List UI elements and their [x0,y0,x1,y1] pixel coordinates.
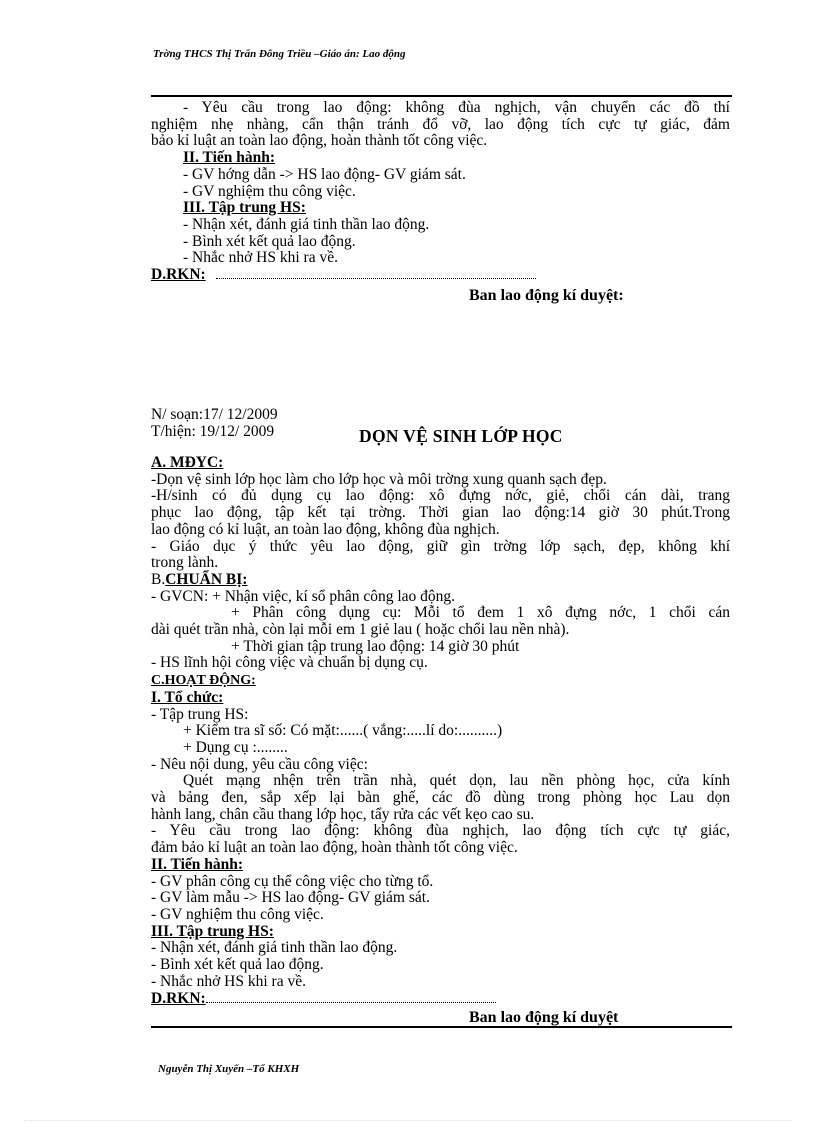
part1-section3-item: - Nhắc nhở HS khi ra về. [183,249,338,267]
part1-section3-item: - Nhận xét, đánh giá tinh thần lao động. [183,215,430,233]
section3-item: - Nhắc nhở HS khi ra về. [151,972,306,990]
sectionB-line: - HS lĩnh hội công việc và chuẩn bị dụng cụ. [151,654,428,672]
part1-section2-title: II. Tiến hành: [183,149,276,167]
part2-drkn-label: D.RKN: [151,989,206,1007]
date-prepared: N/ soạn:17/ 12/2009 [151,406,278,423]
sectionB-title: CHUẨN BỊ: [165,570,248,588]
section1-line: hành lang, chân cầu thang lớp học, tẩy rửa các vết kẹo cao su. [151,805,535,823]
lesson-title: DỌN VỆ SINH LỚP HỌC [359,426,563,446]
sectionA-line: -H/sinh có đủ dụng cụ lao động: xô đựng nớc, giẻ, chổi cán dài, trang [151,487,730,505]
sectionC-title: C.HOẠT ĐỘNG: [151,673,256,689]
sectionB-line: - GVCN: + Nhận việc, kí sổ phân công lao động. [151,587,456,605]
part2-signature: Ban lao động kí duyệt [469,1009,619,1026]
page-header: Trờng THCS Thị Trấn Đông Triều –Giáo án: Lao động [153,48,406,60]
part2-body [151,455,730,1007]
page-bottom-dotted-edge [24,1120,792,1121]
section2-item: - GV phân công cụ thể công việc cho từng tổ. [151,872,434,890]
part1-req-line: - Yêu cầu trong lao động: không đùa nghịch, vận chuyển các đồ thí [183,99,730,116]
part1-req-line: bảo kỉ luật an toàn lao động, hoàn thành tốt công việc. [151,132,488,150]
part1-section2-item: - GV hớng dẫn -> HS lao động- GV giám sát. [183,165,466,183]
section2-item: - GV nghiệm thu công việc. [151,905,324,923]
part1-drkn-dots [216,268,536,279]
section1-line: và bảng đen, sắp xếp lại bàn ghế, các đồ dùng trong phòng học Lau dọn [151,789,730,807]
sectionB-prefix: B. [151,570,166,588]
part1-section2-item: - GV nghiệm thu công việc. [183,182,356,200]
section1-line: - Nêu nội dung, yêu cầu công việc: [151,755,368,773]
part1-section3-item: - Bình xét kết quả lao động. [183,232,356,250]
section3-title: III. Tập trung HS: [151,922,274,940]
sectionA-line: lao động có kỉ luật, an toàn lao động, không đùa nghịch. [151,520,500,538]
section2-title: II. Tiến hành: [151,855,244,873]
sectionA-line: trong lành. [151,554,219,572]
section1-line: Quét mạng nhện trên trần nhà, quét dọn, lau nền phòng học, cửa kính [183,772,730,790]
section2-item: - GV làm mẫu -> HS lao động- GV giám sát. [151,889,430,907]
part1-section3-title: III. Tập trung HS: [183,199,306,217]
sectionA-title: A. MĐYC: [151,454,224,471]
part1-drkn-label: D.RKN: [151,266,206,284]
part1-signature: Ban lao động kí duyệt: [469,287,624,304]
section3-item: - Nhận xét, đánh giá tinh thần lao động. [151,939,398,957]
section1-line: + Kiểm tra sĩ số: Có mặt:......( vắng:.....lí do:..........) [183,722,503,740]
part1-requirements [151,100,730,284]
sectionA-line: phục lao động, tập kết tại trờng. Thời gian lao động:14 giờ 30 phút.Trong [151,504,730,522]
sectionA-line: -Dọn vệ sinh lớp học làm cho lớp học và môi trờng xung quanh sạch đẹp. [151,470,607,488]
section1-line: - Tập trung HS: [151,705,249,723]
section3-item: - Bình xét kết quả lao động. [151,956,324,974]
part1-req-line: nghiệm nhẹ nhàng, cẩn thận tránh đổ vỡ, lao động tích cực tự giác, đảm [151,115,730,133]
section1-line: + Dụng cụ :........ [183,738,288,756]
header-rule [151,95,732,97]
sectionB-line: dài quét trần nhà, còn lại mỗi em 1 giẻ lau ( hoặc chổi lau nền nhà). [151,621,570,639]
section1-line: đảm bảo kỉ luật an toàn lao động, hoàn thành tốt công việc. [151,839,518,857]
sectionB-line: + Thời gian tập trung lao động: 14 giờ 30 phút [231,637,520,655]
sectionB-line: + Phân công dụng cụ: Mỗi tổ đem 1 xô đựng nớc, 1 chổi cán [231,604,730,622]
page-footer: Nguyễn Thị Xuyến –Tổ KHXH [158,1063,300,1075]
sectionA-line: - Giáo dục ý thức yêu lao động, giữ gìn trờng lớp sạch, đẹp, không khí [151,537,730,555]
date-taught: T/hiện: 19/12/ 2009 [151,423,275,440]
footer-rule [151,1026,732,1028]
section1-line: - Yêu cầu trong lao động: không đùa nghịch, lao động tích cực tự giác, [151,822,730,840]
part2-drkn-dots [206,992,496,1003]
section1-title: I. Tổ chức: [151,688,224,706]
